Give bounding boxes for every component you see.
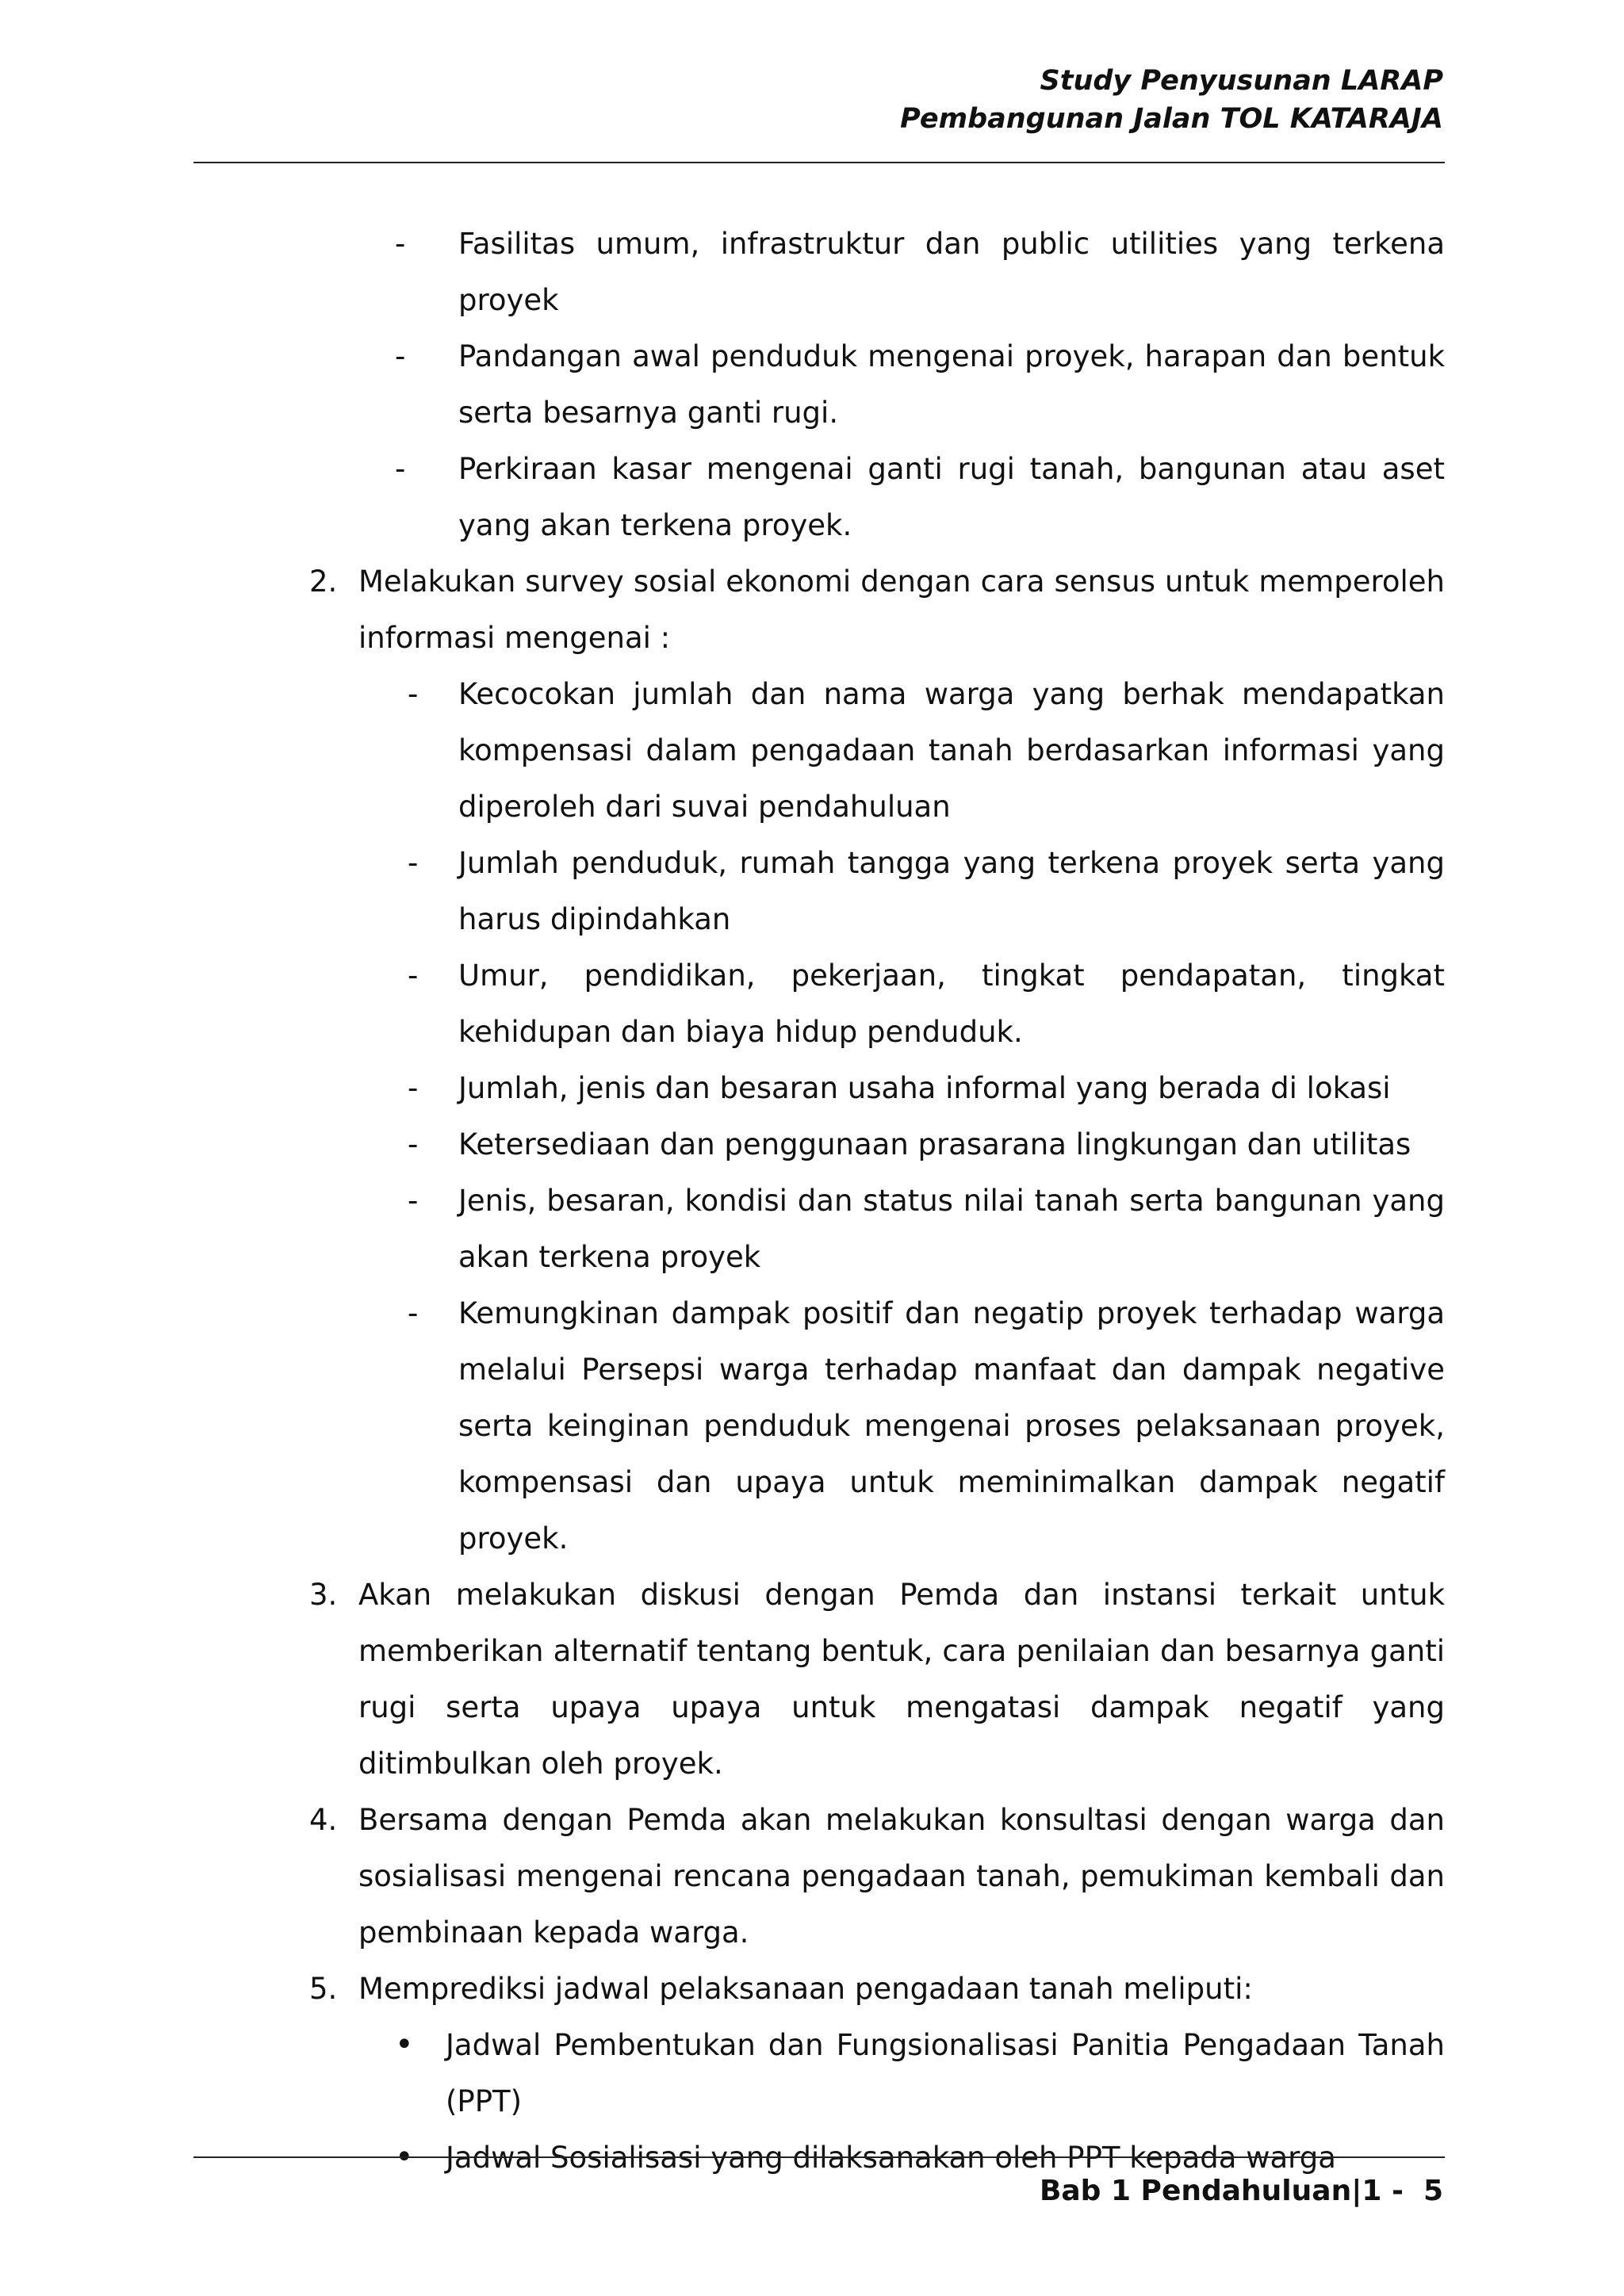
list-item	[0, 328, 1624, 441]
numbered-item-4	[0, 1792, 1624, 1961]
bullet-item-text: Jadwal Pembentukan dan Fungsionalisasi Panitia Pengadaan Tanah (PPT)	[446, 2028, 1445, 2118]
numbered-item-text: Bersama dengan Pemda akan melakukan konsultasi dengan warga dan sosialisasi mengenai rencana pengadaan tanah, pemukiman kembali dan pembinaan kepada warga.	[358, 1803, 1445, 1950]
list-item-text: Kecocokan jumlah dan nama warga yang berhak mendapatkan kompensasi dalam pengadaan tanah berdasarkan informasi yang diperoleh dari suvai pendahuluan	[458, 677, 1445, 824]
list-item	[0, 1285, 1624, 1567]
footer-separator: |	[1351, 2175, 1362, 2207]
list-item-text: Ketersediaan dan penggunaan prasarana lingkungan dan utilitas	[458, 1127, 1411, 1161]
page-header	[900, 62, 1443, 138]
dash-marker: -	[408, 1296, 419, 1330]
dash-marker: -	[408, 1071, 419, 1105]
list-item	[0, 666, 1624, 835]
list-item	[0, 1116, 1624, 1173]
bullet-item-text: Jadwal Sosialisasi yang dilaksanakan oleh PPT kepada warga	[446, 2141, 1336, 2175]
list-item	[0, 441, 1624, 553]
dash-marker: -	[395, 339, 406, 373]
header-divider	[193, 162, 1445, 163]
list-item	[0, 216, 1624, 328]
item-number: 3.	[309, 1578, 338, 1612]
dash-marker: -	[408, 959, 419, 993]
item-number: 2.	[309, 564, 338, 599]
bullet-marker: •	[395, 2139, 414, 2175]
document-body	[0, 216, 1624, 2186]
list-item	[0, 947, 1624, 1060]
list-item-text: Jenis, besaran, kondisi dan status nilai tanah serta bangunan yang akan terkena proyek	[458, 1184, 1445, 1274]
dash-marker: -	[395, 452, 406, 486]
list-item-text: Umur, pendidikan, pekerjaan, tingkat pendapatan, tingkat kehidupan dan biaya hidup penduduk.	[458, 959, 1445, 1049]
numbered-item-text: Memprediksi jadwal pelaksanaan pengadaan tanah meliputi:	[358, 1972, 1253, 2006]
numbered-item-text: Melakukan survey sosial ekonomi dengan cara sensus untuk memperoleh informasi mengenai :	[358, 564, 1445, 655]
dash-marker: -	[408, 846, 419, 880]
dash-marker: -	[408, 1127, 419, 1161]
page-footer	[1040, 2169, 1443, 2214]
header-title: Study Penyusunan LARAP	[1040, 65, 1443, 97]
list-item	[0, 835, 1624, 947]
list-item-text: Jumlah penduduk, rumah tangga yang terkena proyek serta yang harus dipindahkan	[458, 846, 1445, 936]
list-item	[0, 1173, 1624, 1285]
dash-marker: -	[408, 1184, 419, 1218]
dash-marker: -	[408, 677, 419, 711]
list-item-text: Pandangan awal penduduk mengenai proyek, harapan dan bentuk serta besarnya ganti rugi.	[458, 339, 1445, 430]
list-item	[0, 1060, 1624, 1116]
header-subtitle: Pembangunan Jalan TOL KATARAJA	[900, 103, 1443, 135]
numbered-item-5	[0, 1961, 1624, 2017]
list-item-text: Jumlah, jenis dan besaran usaha informal yang berada di lokasi	[458, 1071, 1391, 1105]
page-number: 1 - 5	[1362, 2175, 1443, 2207]
bullet-marker: •	[395, 2026, 414, 2063]
bullet-item	[0, 2017, 1624, 2130]
item-number: 5.	[309, 1972, 338, 2006]
footer-chapter: Bab 1 Pendahuluan	[1039, 2175, 1352, 2207]
list-item-text: Fasilitas umum, infrastruktur dan public utilities yang terkena proyek	[458, 227, 1445, 317]
list-item-text: Perkiraan kasar mengenai ganti rugi tanah, bangunan atau aset yang akan terkena proyek.	[458, 452, 1445, 542]
list-item-text: Kemungkinan dampak positif dan negatip proyek terhadap warga melalui Persepsi warga terhadap manfaat dan dampak negative serta keinginan penduduk mengenai proses pelaksanaan proyek, kompensasi dan upaya untuk meminimalkan dampak negatif proyek.	[458, 1296, 1445, 1556]
dash-marker: -	[395, 227, 406, 261]
item-number: 4.	[309, 1803, 338, 1837]
numbered-item-2	[0, 553, 1624, 666]
numbered-item-3	[0, 1567, 1624, 1792]
numbered-item-text: Akan melakukan diskusi dengan Pemda dan instansi terkait untuk memberikan alternatif tentang bentuk, cara penilaian dan besarnya ganti rugi serta upaya upaya untuk mengatasi dampak negatif yang ditimbulkan oleh proyek.	[358, 1578, 1445, 1781]
footer-divider	[193, 2156, 1445, 2158]
